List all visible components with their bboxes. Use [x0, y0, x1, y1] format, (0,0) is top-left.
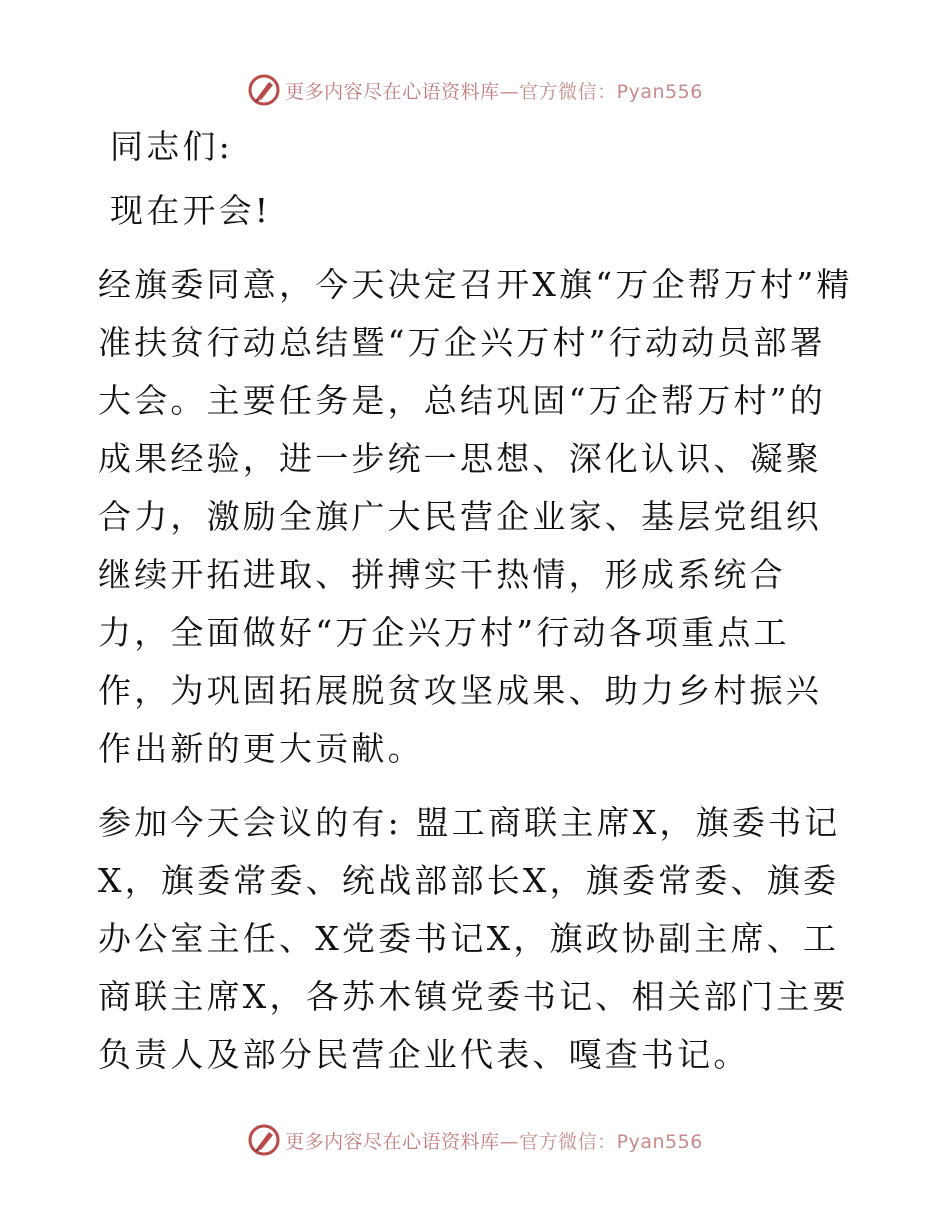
document-body: [98, 118, 858, 1084]
opening-line: 现在开会!: [110, 191, 272, 230]
attendance-paragraph: 参加今天会议的有: 盟工商联主席X，旗委书记X，旗委常委、统战部部长X，旗委常委、旗委办公室主任、X党委书记X，旗政协副主席、工商联主席X，各苏木镇党委书记、相关部门主要负责人及部分民营企业代表、嘎查书记。: [98, 803, 849, 1074]
pen-quill-logo-icon: [247, 1123, 281, 1157]
watermark-wechat-text: 官方微信：Pyan556: [519, 80, 703, 103]
greeting-line: 同志们:: [110, 127, 233, 166]
header-watermark: [0, 70, 950, 110]
watermark-main-text: 更多内容尽在心语资料库: [285, 80, 500, 103]
pen-quill-logo-icon: [247, 73, 281, 107]
watermark-wechat-text: 官方微信：Pyan556: [519, 1130, 703, 1153]
intro-paragraph: 经旗委同意，今天决定召开X旗“万企帮万村”精准扶贫行动总结暨“万企兴万村”行动动员部署大会。主要任务是，总结巩固“万企帮万村”的成果经验，进一步统一思想、深化认识、凝聚合力，激励全旗广大民营企业家、基层党组织继续开拓进取、拼搏实干热情，形成系统合力，全面做好“万企兴万村”行动各项重点工作，为巩固拓展脱贫攻坚成果、助力乡村振兴作出新的更大贡献。: [98, 265, 853, 768]
watermark-text: [285, 77, 703, 104]
watermark-text: [285, 1127, 703, 1154]
watermark-dash: —: [499, 80, 520, 103]
watermark-main-text: 更多内容尽在心语资料库: [285, 1130, 500, 1153]
footer-watermark: [0, 1120, 950, 1160]
watermark-dash: —: [499, 1130, 520, 1153]
